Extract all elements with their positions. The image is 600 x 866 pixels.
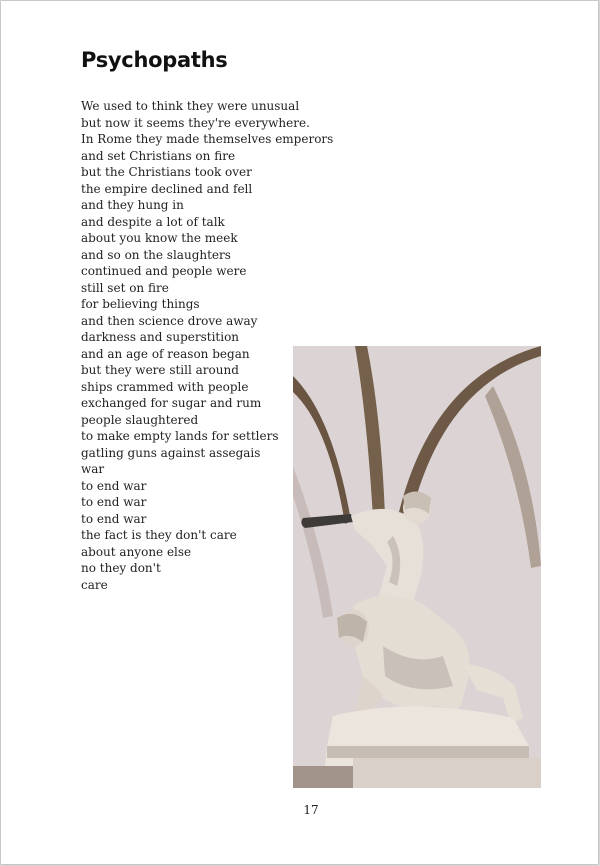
- poem-line: for believing things: [81, 297, 200, 311]
- poem-line: and an age of reason began: [81, 346, 250, 361]
- poem-line: and set Christians on fire: [81, 148, 236, 163]
- poem-line: gatling guns against assegais: [81, 445, 261, 460]
- poem-line: but now it seems they're everywhere.: [81, 115, 310, 130]
- poem-line: ships crammed with people: [81, 379, 249, 394]
- poem-line: and so on the slaughters: [81, 247, 231, 262]
- statue-photo: [293, 346, 541, 788]
- poem-line: but they were still around: [81, 363, 239, 377]
- page-number: 17: [303, 803, 319, 817]
- poem-line: to end war: [81, 511, 147, 526]
- poem-line: the empire declined and fell: [81, 181, 253, 196]
- poem-line: no they don't: [81, 561, 161, 575]
- poem-line: about anyone else: [81, 544, 192, 559]
- poem-line: darkness and superstition: [81, 330, 240, 344]
- poem-line: but the Christians took over: [81, 165, 252, 179]
- poem-line: to make empty lands for settlers: [81, 429, 279, 443]
- poem-line: the fact is they don't care: [81, 528, 237, 542]
- page-title: Psychopaths: [81, 48, 228, 72]
- poem-line: still set on fire: [81, 280, 169, 295]
- poem-line: people slaughtered: [81, 412, 199, 427]
- poem-line: and despite a lot of talk: [81, 214, 225, 229]
- document-page: [1, 1, 598, 864]
- poem-line: We used to think they were unusual: [81, 99, 300, 113]
- poem-line: to end war: [81, 495, 147, 509]
- poem-line: war: [81, 462, 105, 476]
- poem-line: In Rome they made themselves emperors: [81, 132, 334, 146]
- marble-statue-icon: [293, 346, 541, 788]
- poem-line: to end war: [81, 478, 147, 493]
- poem-line: exchanged for sugar and rum: [81, 396, 262, 410]
- poem-line: about you know the meek: [81, 231, 238, 245]
- poem-line: and then science drove away: [81, 313, 258, 328]
- poem-line: and they hung in: [81, 198, 184, 212]
- poem-line: continued and people were: [81, 264, 247, 278]
- poem-line: care: [81, 577, 108, 592]
